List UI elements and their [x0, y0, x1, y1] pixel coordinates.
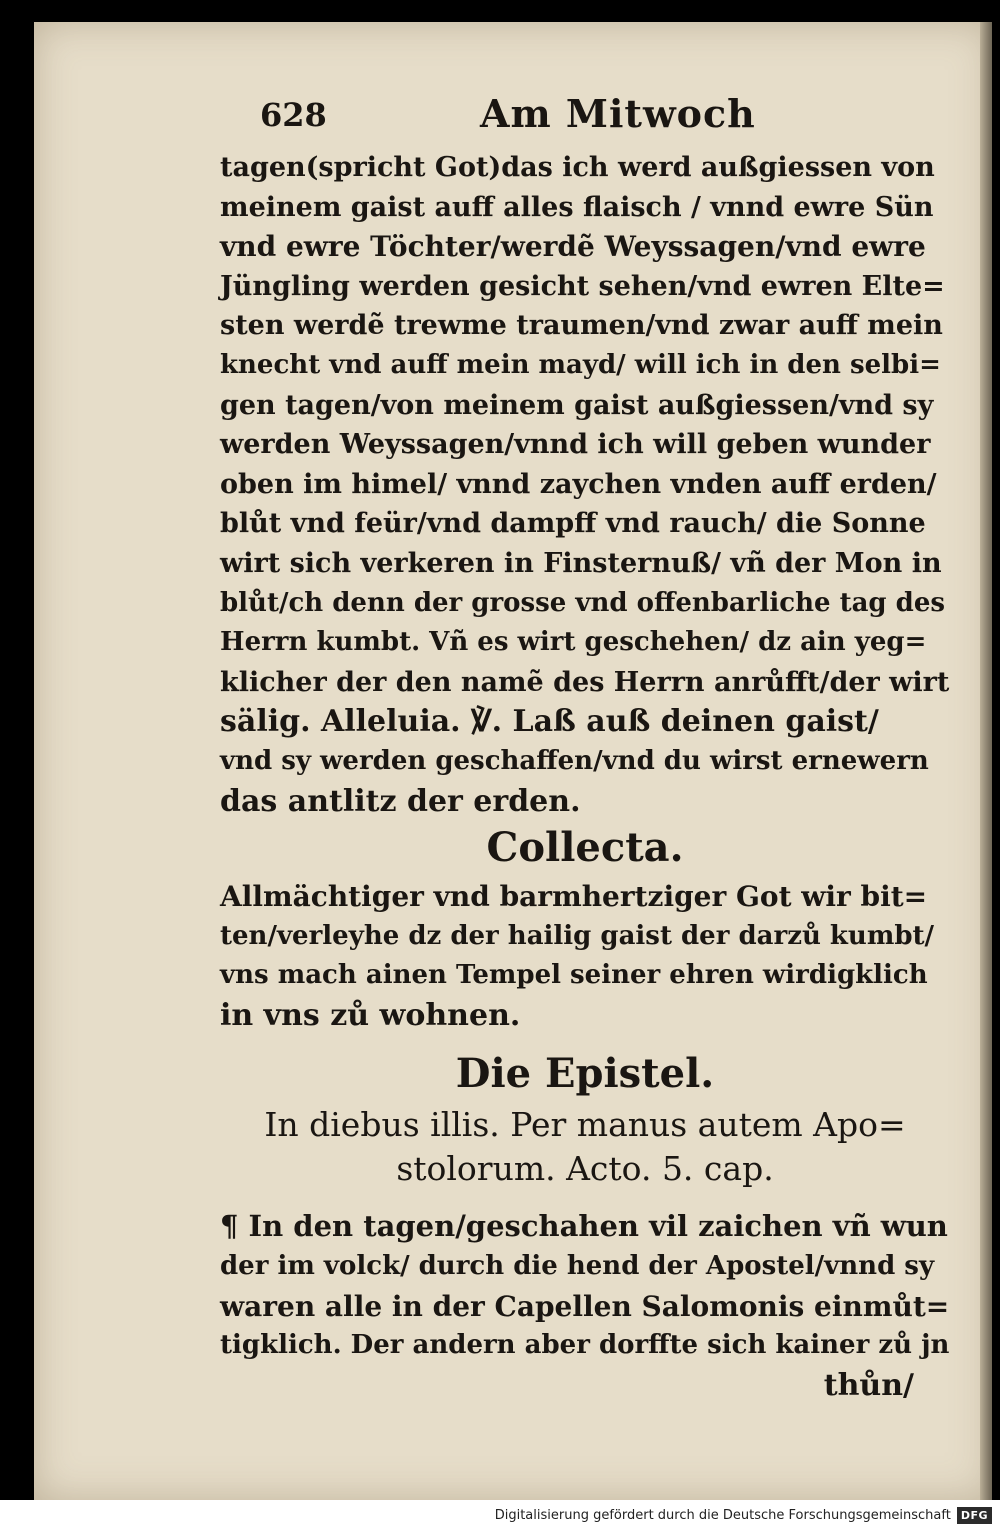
text-line: blůt/ch denn der grosse vnd offenbarliche tag des [220, 587, 946, 618]
text-line: das antlitz der erden. [220, 783, 581, 819]
text-line: der im volck/ durch die hend der Apostel/vnnd sy [220, 1251, 935, 1282]
page-number: 628 [260, 96, 327, 134]
footer-bar [0, 1500, 1000, 1530]
text-line: in vns zů wohnen. [220, 997, 521, 1033]
text-line: tagen(spricht Got)das ich werd außgiessen von [220, 152, 935, 183]
funding-credit: Digitalisierung gefördert durch die Deutsche Forschungsgemeinschaft [494, 1507, 951, 1523]
reference-line: stolorum. Acto. 5. cap. [396, 1149, 774, 1189]
text-line: Jüngling werden gesicht sehen/vnd ewren Elte= [220, 270, 945, 302]
epistel-heading: Die Epistel. [455, 1050, 715, 1098]
text-line: tigklich. Der andern aber dorffte sich kainer zů jn [220, 1330, 950, 1361]
text-line: klicher der den namẽ des Herrn anrůfft/der wirt [220, 666, 950, 698]
page-text [220, 92, 950, 1405]
page-header [220, 92, 950, 148]
text-line: ¶ In den tagen/geschahen vil zaichen vñ wun [220, 1209, 948, 1244]
catchword: thůn/ [823, 1367, 914, 1403]
text-line: werden Weyssagen/vnnd ich will geben wunder [220, 429, 931, 461]
text-line: sten werdẽ trewme traumen/vnd zwar auff mein [220, 310, 943, 342]
text-line: sälig. Alleluia. ℣. Laß auß deinen gaist/ [220, 704, 879, 740]
body-text [220, 148, 950, 821]
book-page [34, 22, 992, 1500]
text-line: vnd sy werden geschaffen/vnd du wirst ernewern [220, 745, 929, 776]
epistel-text [220, 1207, 950, 1365]
text-line: blůt vnd feür/vnd dampff vnd rauch/ die Sonne [220, 508, 926, 540]
text-line: vns mach ainen Tempel seiner ehren wirdigklich [220, 960, 928, 991]
text-line: knecht vnd auff mein mayd/ will ich in den selbi= [220, 349, 941, 380]
text-line: Herrn kumbt. Vñ es wirt geschehen/ dz ain yeg= [220, 627, 927, 658]
text-line: Allmächtiger vnd barmhertziger Got wir bit= [220, 880, 928, 914]
collecta-text [220, 877, 950, 1035]
text-line: oben im himel/ vnnd zaychen vnden auff erden/ [220, 468, 937, 500]
reference-line: In diebus illis. Per manus autem Apo= [264, 1105, 906, 1145]
text-line: ten/verleyhe dz der hailig gaist der darzů kumbt/ [220, 920, 935, 951]
text-line: wirt sich verkeren in Finsternuß/ vñ der Mon in [220, 547, 942, 579]
collecta-heading: Collecta. [486, 824, 684, 872]
page-edge [980, 22, 992, 1500]
text-line: waren alle in der Capellen Salomonis einmůt= [220, 1289, 950, 1323]
dfg-logo: DFG [957, 1507, 992, 1524]
running-title: Am Mitwoch [480, 91, 756, 136]
text-line: gen tagen/von meinem gaist außgiessen/vnd sy [220, 389, 934, 421]
text-line: meinem gaist auff alles flaisch / vnnd ewre Sün [220, 191, 934, 223]
epistel-reference [220, 1103, 950, 1191]
text-line: vnd ewre Töchter/werdẽ Weyssagen/vnd ewre [220, 230, 926, 264]
